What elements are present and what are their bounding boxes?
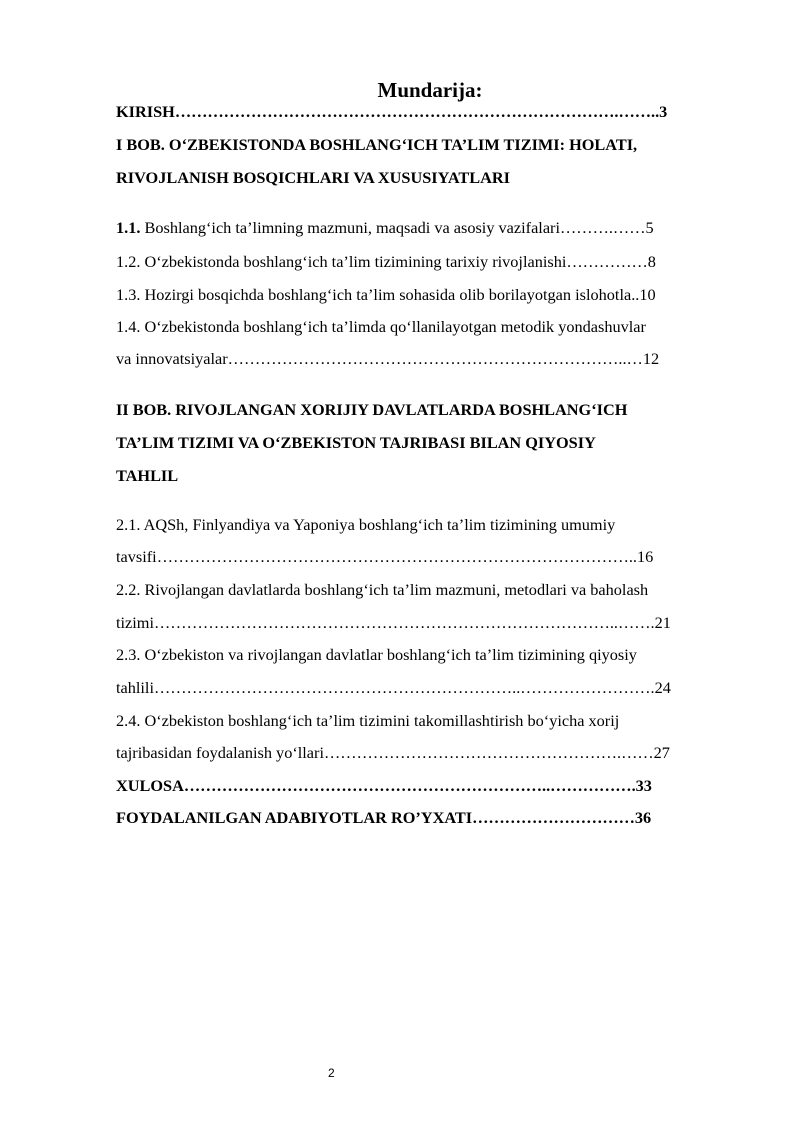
chapter-2-heading-line-2: TA’LIM TIZIMI VA O‘ZBEKISTON TAJRIBASI BILAN QIYOSIY [116,433,596,452]
toc-entry-2-3-line-1: 2.3. O‘zbekiston va rivojlangan davlatlar boshlang‘ich ta’lim tizimining qiyosiy [116,645,637,664]
chapter-2-heading-line-1: II BOB. RIVOJLANGAN XORIJIY DAVLATLARDA BOSHLANG‘ICH [116,400,628,419]
chapter-1-heading-line-2: RIVOJLANISH BOSQICHLARI VA XUSUSIYATLARI [116,168,511,187]
toc-entry-1-1 [116,218,654,238]
toc-entry-1-1-text: Boshlang‘ich ta’limning mazmuni, maqsadi va asosiy vazifalari……….……5 [140,218,654,237]
toc-entry-2-1-line-2: tavsifi……………………………………………………………………………..16 [116,547,654,566]
toc-entry-2-4-line-2: tajribasidan foydalanish yo‘llari……………………………………………….……27 [116,743,670,762]
toc-entry-xulosa: XULOSA…………………………………………………………..…………….33 [116,776,652,795]
toc-entry-kirish: KIRISH……………………………………………………………………….……..3 [116,102,668,121]
chapter-2-heading-line-3: TAHLIL [116,466,179,485]
toc-entry-2-3-line-2: tahlili…………………………………………………………..…………………….24 [116,678,671,697]
page-title: Mundarija: [377,78,483,102]
toc-entry-2-1-line-1: 2.1. AQSh, Finlyandiya va Yaponiya boshlang‘ich ta’lim tizimining umumiy [116,515,616,534]
toc-entry-2-2-line-2: tizimi…………………………………………………………………………..…….21 [116,613,671,632]
chapter-1-heading-line-1: I BOB. O‘ZBEKISTONDA BOSHLANG‘ICH TA’LIM TIZIMI: HOLATI, [116,135,638,154]
toc-entry-1-2: 1.2. O‘zbekistonda boshlang‘ich ta’lim tizimining tarixiy rivojlanishi……………8 [116,252,656,271]
toc-entry-2-4-line-1: 2.4. O‘zbekiston boshlang‘ich ta’lim tizimini takomillashtirish bo‘yicha xorij [116,711,620,730]
toc-entry-1-3: 1.3. Hozirgi bosqichda boshlang‘ich ta’lim sohasida olib borilayotgan islohotla..10 [116,285,656,304]
toc-entry-adabiyotlar: FOYDALANILGAN ADABIYOTLAR RO’YXATI…………………………36 [116,808,652,827]
toc-entry-1-4-line-2: va innovatsiyalar………………………………………………………………..…12 [116,349,660,368]
toc-entry-1-1-number: 1.1. [116,218,141,237]
page-number: 2 [328,1066,335,1080]
toc-entry-1-4-line-1: 1.4. O‘zbekistonda boshlang‘ich ta’limda qo‘llanilayotgan metodik yondashuvlar [116,317,646,336]
toc-entry-2-2-line-1: 2.2. Rivojlangan davlatlarda boshlang‘ich ta’lim mazmuni, metodlari va baholash [116,580,649,599]
